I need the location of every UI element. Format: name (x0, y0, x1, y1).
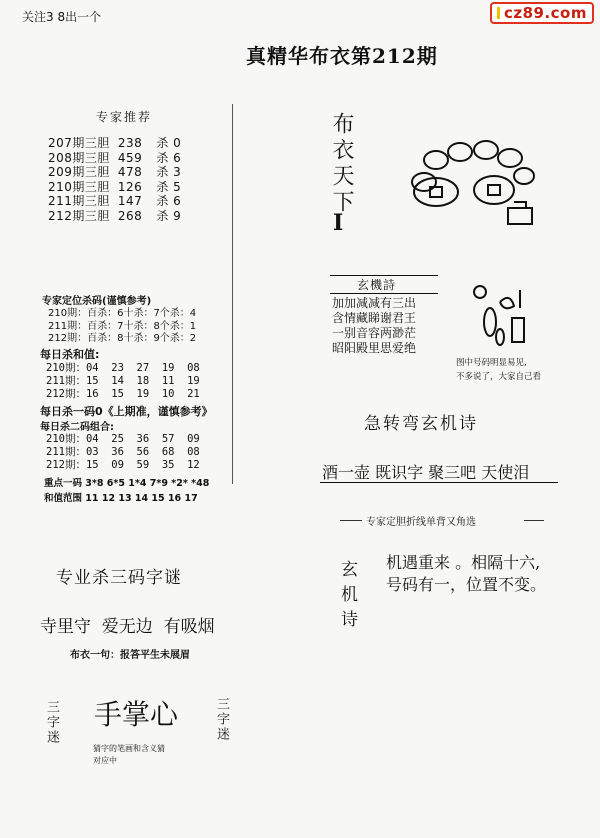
riddle-title: 专业杀三码字谜 (56, 568, 182, 588)
xuanji2-vertical-title: 玄机诗 (337, 560, 357, 635)
picture-note-2: 不多说了，大家自己看 (456, 372, 542, 382)
one-code-heading: 每日杀一码0《上期准，谨慎参考》 (40, 405, 213, 418)
sum-range: 和值范围 11 12 13 14 15 16 17 (44, 493, 198, 504)
riddle-hint-2: 对应中 (93, 756, 117, 765)
buyi-mark: I (333, 210, 344, 236)
xuanji-poem-lines (332, 296, 416, 356)
two-code-row: 210期：04 25 36 57 09 (46, 433, 200, 445)
xuanji-poem-line: 一别音容两渺茫 (332, 326, 417, 340)
expert-issue: 207期三胆 (48, 136, 110, 150)
expert-heading: 专家推荐 (96, 110, 153, 124)
riddle-hint-1: 猜字的笔画和含义猜 (93, 744, 165, 753)
daily-kill-row: 212期：16 15 19 10 21 (46, 388, 200, 400)
daily-kill-row: 210期：04 23 27 19 08 (46, 362, 200, 374)
position-kill-row: 210期：百杀：6十杀：7个杀：4 (48, 308, 197, 319)
buyi-vertical-title: 布衣天下 (329, 112, 354, 216)
coins-pot-illustration (396, 130, 546, 230)
daily-kill-heading: 每日杀和值: (40, 348, 100, 361)
xuanji-poem-line: 加加减减有三出 (332, 296, 417, 310)
daily-kill-row: 211期：15 14 18 11 19 (46, 375, 200, 387)
xuanji2-line1: 机遇重来 。相隔十六, (386, 553, 541, 572)
expert-issue: 208期三胆 (48, 150, 110, 165)
two-code-heading: 每日杀二码组合: (40, 422, 114, 433)
expert-kill: 杀 6 (156, 150, 182, 165)
two-code-row: 212期：15 09 59 35 12 (46, 459, 200, 471)
urgent-title: 急转弯玄机诗 (364, 414, 478, 434)
expert-kill: 杀 0 (156, 136, 182, 150)
two-code-row: 211期：03 36 56 68 08 (46, 446, 200, 458)
number-picture-illustration (470, 282, 540, 352)
expert-issue: 210期三胆 (48, 179, 110, 194)
xuanji-title-underline (330, 293, 438, 294)
expert-nums: 478 (117, 165, 143, 179)
position-kill-row: 211期：百杀：7十杀：8个杀：1 (48, 320, 197, 332)
position-kill-row: 212期：百杀：8十杀：9个杀：2 (48, 333, 197, 344)
column-divider (232, 104, 233, 484)
xuanji-poem-line: 含情藏睇谢君王 (332, 311, 417, 325)
expert-kill: 杀 9 (156, 208, 182, 223)
page-title: 真精华布衣第212期 (246, 44, 438, 68)
expert-issue: 212期三胆 (48, 208, 110, 223)
watermark-logo (490, 2, 594, 24)
xuanji2-line2: 号码有一，位置不变。 (386, 575, 547, 594)
expert-issue: 209期三胆 (48, 165, 110, 179)
xuanji-title: 玄機詩 (357, 278, 397, 292)
locate-right-rule (524, 520, 544, 521)
urgent-line: 酒一壶 既识字 聚三吧 天使泪 (322, 463, 530, 482)
picture-note-1: 图中号码明显易见, (456, 358, 527, 368)
urgent-underline (320, 482, 558, 483)
locate-text: 专家定胆折线单背又角选 (366, 517, 476, 528)
expert-nums: 459 (117, 150, 143, 165)
follow-note: 关注3 8出一个 (22, 10, 102, 24)
riddle-line: 寺里守 爱无边 有吸烟 (40, 617, 215, 637)
buyi-one-line: 布衣一句：报答平生未展眉 (70, 650, 190, 661)
expert-nums: 126 (117, 179, 143, 194)
watermark-text: cz89.com (503, 4, 587, 22)
expert-nums: 238 (117, 136, 143, 150)
xuanji-poem-line: 昭阳殿里思爱绝 (332, 341, 417, 355)
expert-kill: 杀 6 (156, 194, 182, 208)
expert-kill: 杀 3 (156, 165, 182, 179)
focus-code: 重点一码 3*8 6*5 1*4 7*9 *2* *48 (44, 478, 210, 489)
expert-nums: 147 (117, 194, 143, 208)
riddle-right-vertical: 三字迷 (214, 697, 229, 742)
position-kill-heading: 专家定位杀码(谨慎参考) (42, 296, 152, 307)
expert-row (48, 207, 181, 224)
expert-kill: 杀 5 (156, 179, 182, 194)
expert-nums: 268 (117, 208, 143, 223)
riddle-left-vertical: 三字迷 (44, 700, 59, 745)
expert-issue: 211期三胆 (48, 194, 110, 208)
locate-left-rule (340, 520, 362, 521)
riddle-center: 手掌心 (94, 698, 179, 731)
logo-square-icon (497, 7, 500, 19)
